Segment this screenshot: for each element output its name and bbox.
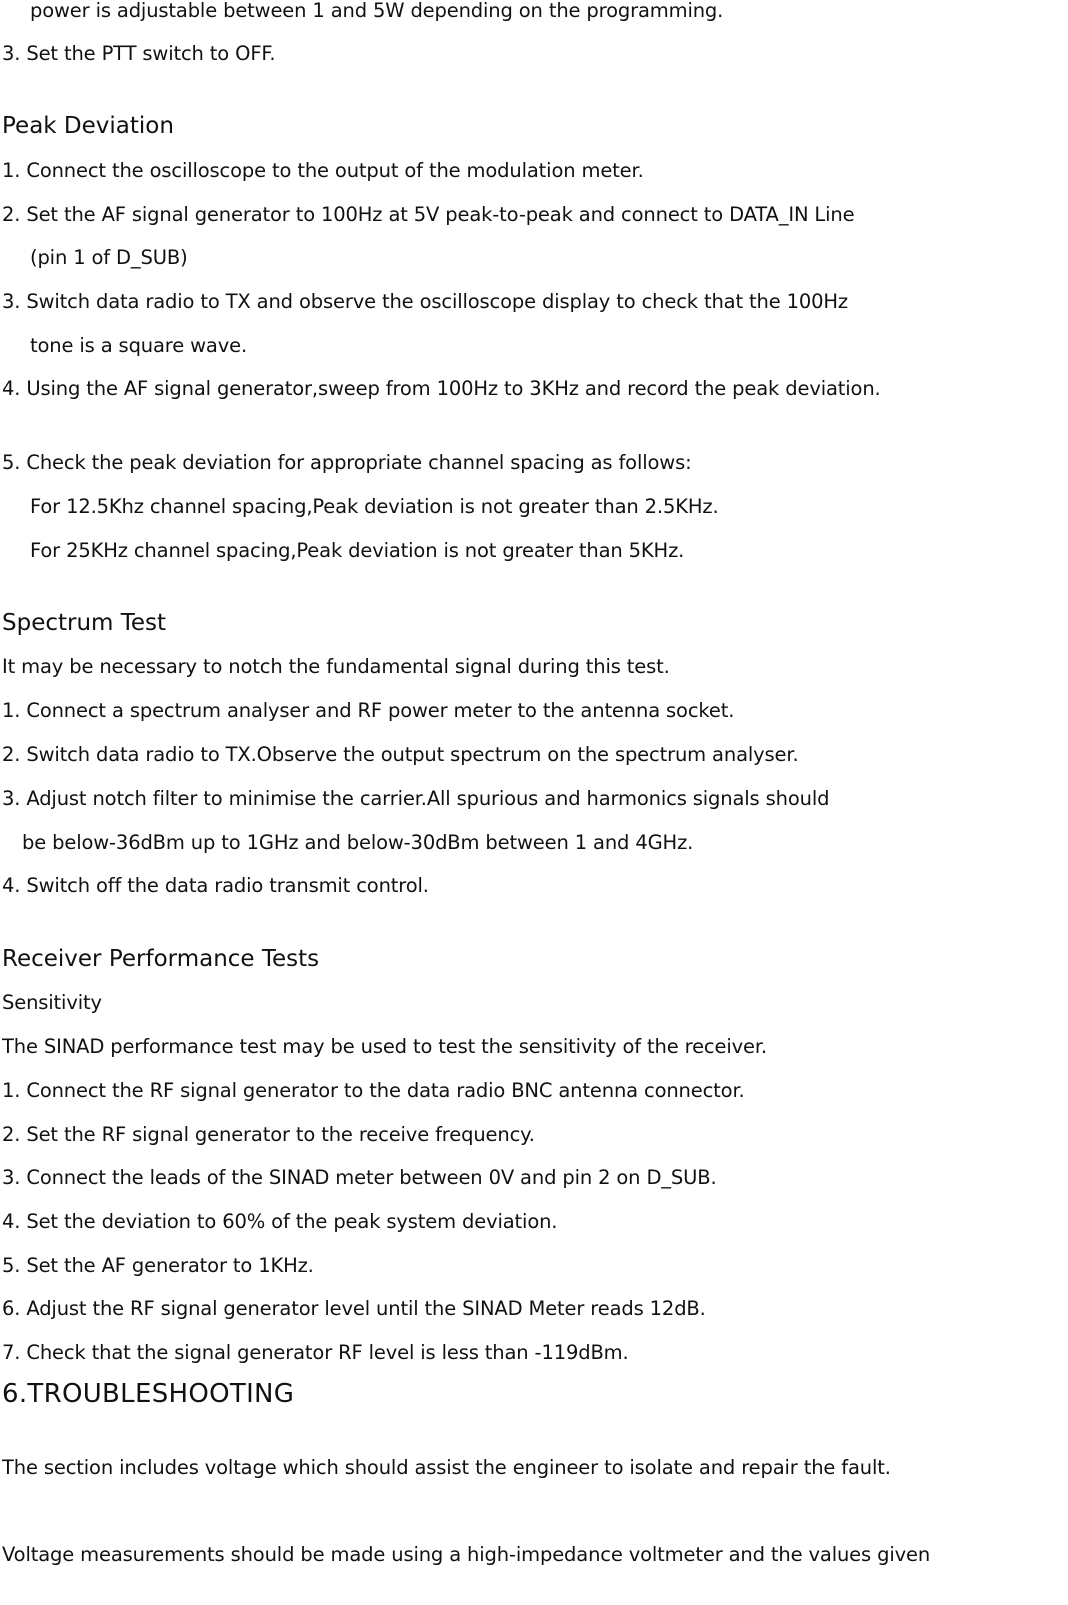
troubleshooting-para-2: Voltage measurements should be made using a high-impedance voltmeter and the values given <box>2 1543 931 1566</box>
peak-deviation-step-1: 1. Connect the oscilloscope to the output of the modulation meter. <box>2 159 644 182</box>
peak-deviation-step-3-cont: tone is a square wave. <box>30 334 248 357</box>
spectrum-test-step-2: 2. Switch data radio to TX.Observe the output spectrum on the spectrum analyser. <box>2 743 799 766</box>
ptt-step: 3. Set the PTT switch to OFF. <box>2 42 276 65</box>
spectrum-test-note: It may be necessary to notch the fundamental signal during this test. <box>2 655 670 678</box>
peak-deviation-step-4: 4. Using the AF signal generator,sweep from 100Hz to 3KHz and record the peak deviation. <box>2 377 881 400</box>
receiver-tests-step-6: 6. Adjust the RF signal generator level until the SINAD Meter reads 12dB. <box>2 1297 706 1320</box>
receiver-tests-step-7: 7. Check that the signal generator RF level is less than -119dBm. <box>2 1341 629 1364</box>
receiver-tests-intro: The SINAD performance test may be used to test the sensitivity of the receiver. <box>2 1035 767 1058</box>
troubleshooting-para-1: The section includes voltage which should assist the engineer to isolate and repair the fault. <box>2 1456 891 1479</box>
sensitivity-subheading: Sensitivity <box>2 991 102 1014</box>
troubleshooting-heading: 6.TROUBLESHOOTING <box>2 1379 295 1409</box>
receiver-tests-step-2: 2. Set the RF signal generator to the receive frequency. <box>2 1123 535 1146</box>
spectrum-test-step-3-cont: be below-36dBm up to 1GHz and below-30dBm between 1 and 4GHz. <box>22 831 694 854</box>
receiver-tests-step-5: 5. Set the AF generator to 1KHz. <box>2 1254 314 1277</box>
spectrum-test-step-1: 1. Connect a spectrum analyser and RF power meter to the antenna socket. <box>2 699 735 722</box>
peak-deviation-step-3: 3. Switch data radio to TX and observe the oscilloscope display to check that the 100Hz <box>2 290 848 313</box>
peak-deviation-step-2: 2. Set the AF signal generator to 100Hz at 5V peak-to-peak and connect to DATA_IN Line <box>2 203 855 226</box>
peak-deviation-heading: Peak Deviation <box>2 113 174 139</box>
receiver-tests-step-1: 1. Connect the RF signal generator to the data radio BNC antenna connector. <box>2 1079 745 1102</box>
peak-deviation-step-5-b: For 25KHz channel spacing,Peak deviation is not greater than 5KHz. <box>30 539 685 562</box>
spectrum-test-step-4: 4. Switch off the data radio transmit control. <box>2 874 429 897</box>
receiver-tests-heading: Receiver Performance Tests <box>2 946 320 972</box>
peak-deviation-step-5: 5. Check the peak deviation for appropriate channel spacing as follows: <box>2 451 692 474</box>
spectrum-test-heading: Spectrum Test <box>2 610 167 636</box>
receiver-tests-step-4: 4. Set the deviation to 60% of the peak system deviation. <box>2 1210 558 1233</box>
spectrum-test-step-3: 3. Adjust notch filter to minimise the carrier.All spurious and harmonics signals should <box>2 787 830 810</box>
peak-deviation-step-5-a: For 12.5Khz channel spacing,Peak deviation is not greater than 2.5KHz. <box>30 495 719 518</box>
power-note: power is adjustable between 1 and 5W depending on the programming. <box>30 0 724 22</box>
receiver-tests-step-3: 3. Connect the leads of the SINAD meter between 0V and pin 2 on D_SUB. <box>2 1166 717 1189</box>
peak-deviation-step-2-cont: (pin 1 of D_SUB) <box>30 246 188 269</box>
